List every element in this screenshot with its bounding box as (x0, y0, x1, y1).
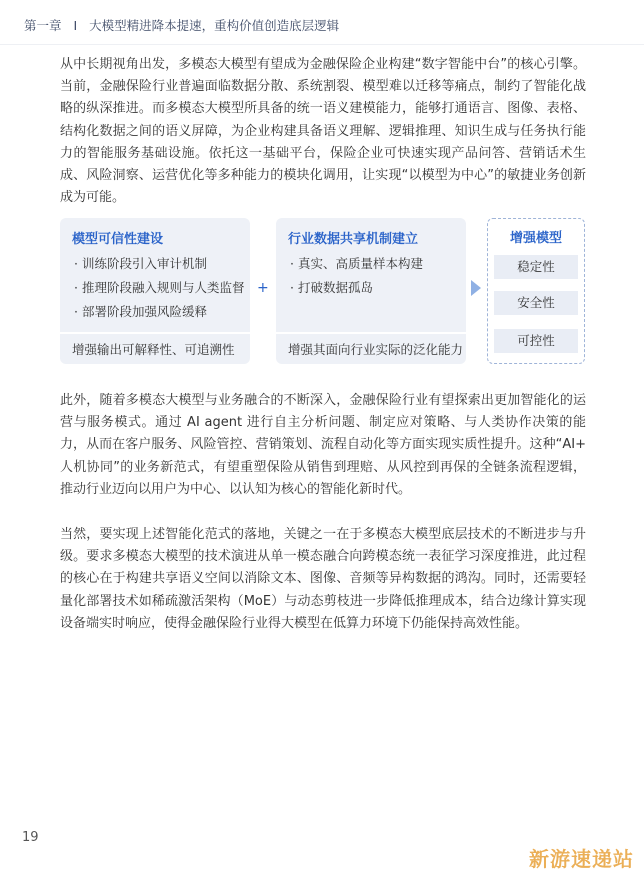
paragraph-1: 从中长期视角出发，多模态大模型有望成为金融保险企业构建“数字智能中台”的核心引擎。当前，金融保险行业普遍面临数据分散、系统割裂、模型难以迁移等痛点，制约了智能化战略的纵深推进。而多模态大模型所具备的统一语义建模能力，能够打通语言、图像、表格、结构化数据之间的语义屏障，为企业构建具备语义理解、逻辑推理、知识生成与任务执行能力的智能服务基础设施。依托这一基础平台，保险企业可快速实现产品问答、营销话术生成、风险洞察、运营优化等多种能力的模块化调用，让实现“以模型为中心”的敏捷业务创新成为可能。 (60, 57, 586, 206)
data-sharing-box (276, 218, 466, 364)
arrow-right-icon (471, 280, 481, 296)
box-divider (276, 332, 466, 334)
trust-building-title: 模型可信性建设 (72, 232, 164, 247)
trust-item: · 训练阶段引入审计机制 (74, 256, 207, 271)
trust-item: · 部署阶段加强风险缓释 (74, 304, 207, 319)
chapter-title: 大模型精进降本提速，重构价值创造底层逻辑 (89, 18, 340, 33)
paragraph-2: 此外，随着多模态大模型与业务融合的不断深入，金融保险行业有望探索出更加智能化的运营与服务模式。通过 AI agent 进行自主分析问题、制定应对策略、与人类协作决策的能力，从而在客户服务、风险管控、营销策划、流程自动化等方面实现实质性提升。这种“AI+ 人机协同”的业务新范式，有望重塑保险从销售到理赔、从风控到再保的全链条流程逻辑，推动行业迈向以用户为中心、以认知为核心的智能化新时代。 (60, 393, 586, 497)
data-sharing-item: · 打破数据孤岛 (290, 280, 373, 295)
property-pill-controllability: 可控性 (494, 329, 578, 353)
header-separator: I (73, 18, 78, 33)
trust-item: · 推理阶段融入规则与人类监督 (74, 280, 245, 295)
plus-sign: + (257, 280, 269, 296)
header-divider (0, 44, 644, 45)
running-header (24, 16, 339, 34)
trust-building-box (60, 218, 250, 364)
trust-building-footer: 增强输出可解释性、可追溯性 (72, 342, 235, 357)
enhanced-model-box (487, 218, 585, 364)
watermark-logo: 新游速递站 (529, 847, 634, 871)
box-divider (60, 332, 250, 334)
property-pill-security: 安全性 (494, 291, 578, 315)
data-sharing-footer: 增强其面向行业实际的泛化能力 (288, 342, 464, 357)
paragraph-3: 当然，要实现上述智能化范式的落地，关键之一在于多模态大模型底层技术的不断进步与升级。要求多模态大模型的技术演进从单一模态融合向跨模态统一表征学习深度推进，此过程的核心在于构建共享语义空间以消除文本、图像、音频等异构数据的鸿沟。同时，还需要轻量化部署技术如稀疏激活架构（MoE）与动态剪枝进一步降低推理成本，结合边缘计算实现设备端实时响应，使得金融保险行业得大模型在低算力环境下仍能保持高效性能。 (60, 527, 586, 631)
data-sharing-title: 行业数据共享机制建立 (288, 232, 419, 247)
data-sharing-item: · 真实、高质量样本构建 (290, 256, 423, 271)
property-pill-stability: 稳定性 (494, 255, 578, 279)
chapter-label: 第一章 (24, 18, 62, 33)
page-number: 19 (22, 830, 39, 845)
enhanced-model-title: 增强模型 (509, 231, 562, 246)
